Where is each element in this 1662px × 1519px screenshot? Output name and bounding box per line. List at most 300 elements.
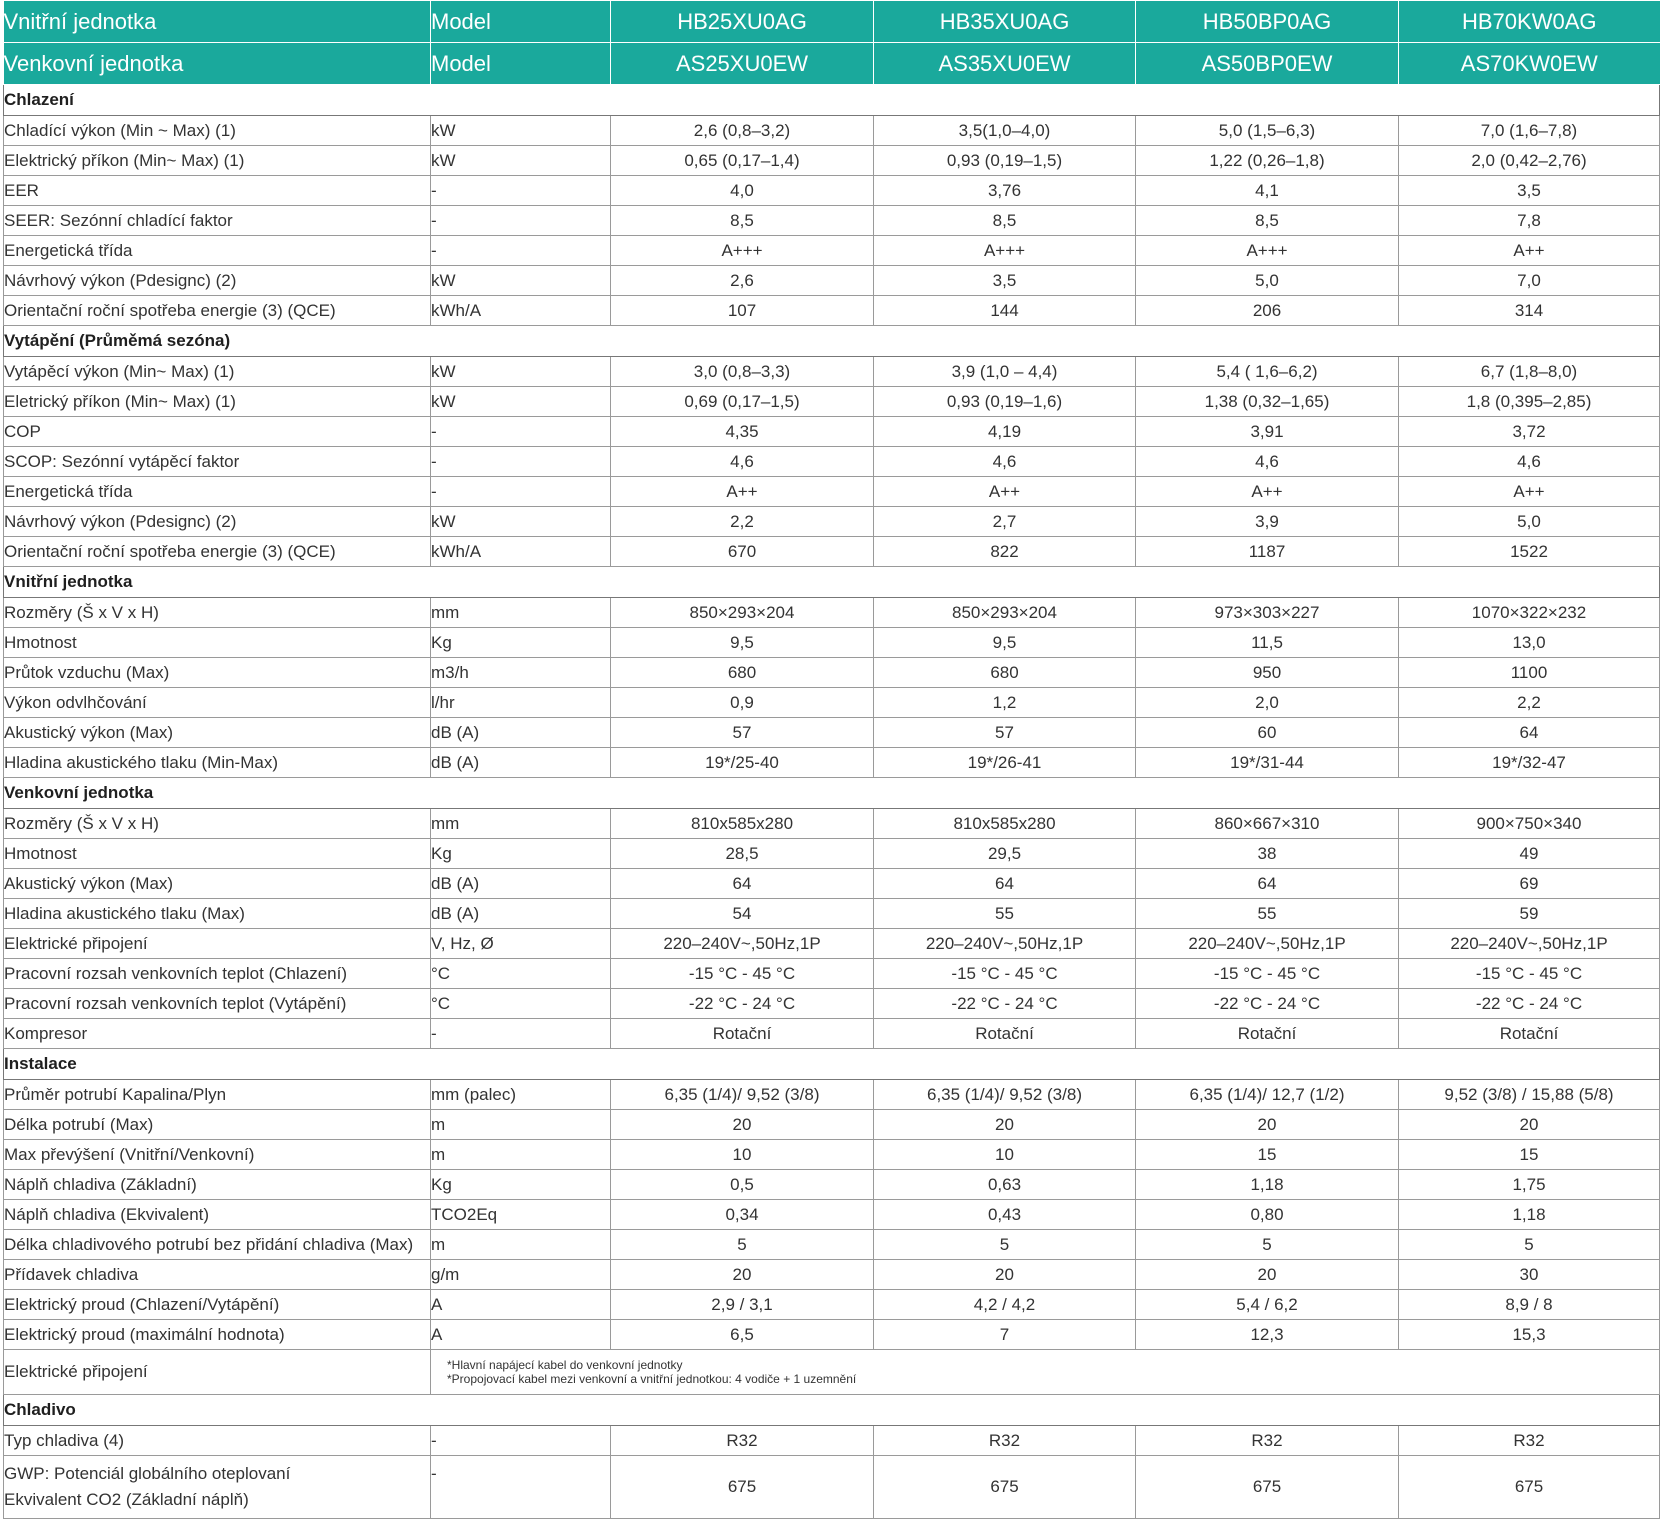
spec-label: EER xyxy=(4,176,431,206)
spec-value: 3,5(1,0–4,0) xyxy=(874,116,1136,146)
spec-value: -22 °C - 24 °C xyxy=(611,989,874,1019)
spec-value: -15 °C - 45 °C xyxy=(874,959,1136,989)
spec-value: 2,2 xyxy=(1399,688,1660,718)
spec-value: -15 °C - 45 °C xyxy=(1399,959,1660,989)
spec-value: 900×750×340 xyxy=(1399,809,1660,839)
spec-label: Hmotnost xyxy=(4,839,431,869)
spec-value: 19*/31-44 xyxy=(1136,748,1399,778)
spec-value: 4,6 xyxy=(1399,447,1660,477)
spec-value: 2,0 xyxy=(1136,688,1399,718)
spec-row xyxy=(4,146,1660,176)
spec-value: 54 xyxy=(611,899,874,929)
spec-value: 55 xyxy=(1136,899,1399,929)
spec-label: Náplň chladiva (Základní) xyxy=(4,1170,431,1200)
spec-value: 6,35 (1/4)/ 12,7 (1/2) xyxy=(1136,1080,1399,1110)
spec-label: Hladina akustického tlaku (Max) xyxy=(4,899,431,929)
spec-value: 0,34 xyxy=(611,1200,874,1230)
spec-value: Rotační xyxy=(1399,1019,1660,1049)
spec-value: 29,5 xyxy=(874,839,1136,869)
section-title: Instalace xyxy=(4,1049,1660,1080)
spec-value: 57 xyxy=(611,718,874,748)
spec-unit: kW xyxy=(431,116,611,146)
spec-unit: - xyxy=(431,206,611,236)
spec-value: R32 xyxy=(611,1426,874,1456)
spec-value: 7,0 xyxy=(1399,266,1660,296)
spec-value: 5,0 (1,5–6,3) xyxy=(1136,116,1399,146)
spec-value: 7,0 (1,6–7,8) xyxy=(1399,116,1660,146)
spec-row xyxy=(4,1260,1660,1290)
spec-unit: kW xyxy=(431,387,611,417)
spec-unit: l/hr xyxy=(431,688,611,718)
spec-row xyxy=(4,658,1660,688)
spec-table xyxy=(3,1,1660,1519)
spec-value: 19*/26-41 xyxy=(874,748,1136,778)
spec-value: 0,80 xyxy=(1136,1200,1399,1230)
spec-value: -15 °C - 45 °C xyxy=(1136,959,1399,989)
spec-label: Typ chladiva (4) xyxy=(4,1426,431,1456)
spec-value: 10 xyxy=(611,1140,874,1170)
spec-row xyxy=(4,537,1660,567)
spec-value: A++ xyxy=(1399,236,1660,266)
spec-value: 2,6 (0,8–3,2) xyxy=(611,116,874,146)
spec-unit: dB (A) xyxy=(431,748,611,778)
spec-label: COP xyxy=(4,417,431,447)
spec-value: 1,18 xyxy=(1399,1200,1660,1230)
spec-unit: m xyxy=(431,1230,611,1260)
spec-value: 2,0 (0,42–2,76) xyxy=(1399,146,1660,176)
spec-value: 20 xyxy=(1136,1260,1399,1290)
header-model-name: AS50BP0EW xyxy=(1136,43,1399,85)
spec-value: 4,1 xyxy=(1136,176,1399,206)
spec-unit: kW xyxy=(431,357,611,387)
spec-value: 11,5 xyxy=(1136,628,1399,658)
spec-value: 0,43 xyxy=(874,1200,1136,1230)
spec-value: 314 xyxy=(1399,296,1660,326)
spec-value: 15 xyxy=(1399,1140,1660,1170)
spec-unit: - xyxy=(431,1456,611,1519)
spec-value: 950 xyxy=(1136,658,1399,688)
spec-label: Návrhový výkon (Pdesignc) (2) xyxy=(4,507,431,537)
spec-table-body xyxy=(4,1,1660,1519)
spec-unit: kWh/A xyxy=(431,537,611,567)
spec-value: 49 xyxy=(1399,839,1660,869)
spec-label: Elektrické připojení xyxy=(4,1350,431,1395)
spec-value: 6,35 (1/4)/ 9,52 (3/8) xyxy=(874,1080,1136,1110)
spec-row xyxy=(4,718,1660,748)
spec-row xyxy=(4,748,1660,778)
spec-label: Průtok vzduchu (Max) xyxy=(4,658,431,688)
spec-row xyxy=(4,507,1660,537)
spec-value: 1,38 (0,32–1,65) xyxy=(1136,387,1399,417)
spec-unit: kW xyxy=(431,507,611,537)
spec-value: 206 xyxy=(1136,296,1399,326)
spec-unit: mm xyxy=(431,598,611,628)
spec-value: 9,52 (3/8) / 15,88 (5/8) xyxy=(1399,1080,1660,1110)
section-header xyxy=(4,1049,1660,1080)
spec-value: 0,63 xyxy=(874,1170,1136,1200)
spec-unit: TCO2Eq xyxy=(431,1200,611,1230)
spec-value: 675 xyxy=(1399,1456,1660,1519)
spec-value: 13,0 xyxy=(1399,628,1660,658)
spec-value: A++ xyxy=(611,477,874,507)
spec-value: 8,5 xyxy=(1136,206,1399,236)
spec-value: -22 °C - 24 °C xyxy=(874,989,1136,1019)
header-model-name: HB50BP0AG xyxy=(1136,1,1399,43)
spec-value: 3,5 xyxy=(874,266,1136,296)
spec-value: 1,18 xyxy=(1136,1170,1399,1200)
spec-unit: m xyxy=(431,1140,611,1170)
spec-value: 2,9 / 3,1 xyxy=(611,1290,874,1320)
spec-label: Hmotnost xyxy=(4,628,431,658)
spec-label: Pracovní rozsah venkovních teplot (Chlazení) xyxy=(4,959,431,989)
section-header xyxy=(4,326,1660,357)
spec-value: 0,93 (0,19–1,6) xyxy=(874,387,1136,417)
spec-label: Průměr potrubí Kapalina/Plyn xyxy=(4,1080,431,1110)
header-model-label: Model xyxy=(431,43,611,85)
spec-value: 2,6 xyxy=(611,266,874,296)
spec-value: 38 xyxy=(1136,839,1399,869)
note-line: *Hlavní napájecí kabel do venkovní jednotky xyxy=(447,1358,683,1372)
electrical-note-row xyxy=(4,1350,1660,1395)
spec-unit: dB (A) xyxy=(431,899,611,929)
spec-value: 1070×322×232 xyxy=(1399,598,1660,628)
spec-value: 810x585x280 xyxy=(611,809,874,839)
spec-value: 0,5 xyxy=(611,1170,874,1200)
spec-value: 8,5 xyxy=(611,206,874,236)
spec-label: Elektrický příkon (Min~ Max) (1) xyxy=(4,146,431,176)
spec-row xyxy=(4,688,1660,718)
spec-unit: - xyxy=(431,1426,611,1456)
spec-unit: dB (A) xyxy=(431,718,611,748)
spec-label: SEER: Sezónní chladící faktor xyxy=(4,206,431,236)
spec-unit: dB (A) xyxy=(431,869,611,899)
spec-label: Eletrický příkon (Min~ Max) (1) xyxy=(4,387,431,417)
spec-unit: - xyxy=(431,417,611,447)
spec-value: 64 xyxy=(1399,718,1660,748)
spec-value: A++ xyxy=(1136,477,1399,507)
spec-label: Chladící výkon (Min ~ Max) (1) xyxy=(4,116,431,146)
spec-label: Hladina akustického tlaku (Min-Max) xyxy=(4,748,431,778)
section-header xyxy=(4,85,1660,116)
spec-value: 20 xyxy=(874,1260,1136,1290)
spec-value: A+++ xyxy=(1136,236,1399,266)
spec-value: 55 xyxy=(874,899,1136,929)
spec-value: 4,6 xyxy=(1136,447,1399,477)
spec-unit: V, Hz, Ø xyxy=(431,929,611,959)
spec-value: 20 xyxy=(1399,1110,1660,1140)
spec-row xyxy=(4,387,1660,417)
spec-value: 8,5 xyxy=(874,206,1136,236)
spec-value: 30 xyxy=(1399,1260,1660,1290)
spec-value: 28,5 xyxy=(611,839,874,869)
spec-unit: kW xyxy=(431,146,611,176)
spec-value: 5 xyxy=(1136,1230,1399,1260)
spec-row xyxy=(4,1230,1660,1260)
spec-value: 4,6 xyxy=(874,447,1136,477)
spec-unit: kW xyxy=(431,266,611,296)
spec-value: A+++ xyxy=(611,236,874,266)
gwp-row xyxy=(4,1456,1660,1519)
spec-value: 64 xyxy=(874,869,1136,899)
spec-label: Elektrické připojení xyxy=(4,929,431,959)
spec-row xyxy=(4,959,1660,989)
spec-unit: m3/h xyxy=(431,658,611,688)
spec-value: 144 xyxy=(874,296,1136,326)
spec-label: Orientační roční spotřeba energie (3) (QCE) xyxy=(4,296,431,326)
spec-value: 850×293×204 xyxy=(874,598,1136,628)
spec-value: 3,9 (1,0 – 4,4) xyxy=(874,357,1136,387)
spec-row xyxy=(4,869,1660,899)
header-model-name: AS25XU0EW xyxy=(611,43,874,85)
spec-value: 3,91 xyxy=(1136,417,1399,447)
spec-value: 680 xyxy=(874,658,1136,688)
spec-unit: mm xyxy=(431,809,611,839)
section-title: Chladivo xyxy=(4,1395,1660,1426)
spec-row xyxy=(4,417,1660,447)
spec-unit: - xyxy=(431,236,611,266)
spec-row xyxy=(4,236,1660,266)
header-unit-label: Vnitřní jednotka xyxy=(4,1,431,43)
spec-unit: Kg xyxy=(431,628,611,658)
spec-unit: kWh/A xyxy=(431,296,611,326)
spec-label: Max převýšení (Vnitřní/Venkovní) xyxy=(4,1140,431,1170)
header-model-name: AS35XU0EW xyxy=(874,43,1136,85)
spec-value: 1,8 (0,395–2,85) xyxy=(1399,387,1660,417)
spec-value: 19*/25-40 xyxy=(611,748,874,778)
spec-value: 4,6 xyxy=(611,447,874,477)
spec-label: Délka chladivového potrubí bez přidání chladiva (Max) xyxy=(4,1230,431,1260)
spec-value: -22 °C - 24 °C xyxy=(1399,989,1660,1019)
spec-value: 57 xyxy=(874,718,1136,748)
section-title: Venkovní jednotka xyxy=(4,778,1660,809)
spec-value: 1,2 xyxy=(874,688,1136,718)
spec-value: 3,5 xyxy=(1399,176,1660,206)
spec-value: 20 xyxy=(611,1260,874,1290)
section-title: Vnitřní jednotka xyxy=(4,567,1660,598)
spec-label: Akustický výkon (Max) xyxy=(4,718,431,748)
spec-label: Délka potrubí (Max) xyxy=(4,1110,431,1140)
spec-value: 220–240V~,50Hz,1P xyxy=(1399,929,1660,959)
spec-row xyxy=(4,1080,1660,1110)
spec-row xyxy=(4,628,1660,658)
spec-value: 4,19 xyxy=(874,417,1136,447)
gwp-label-line: Ekvivalent CO2 (Základní náplň) xyxy=(4,1490,249,1509)
note-line: *Propojovací kabel mezi venkovní a vnitřní jednotkou: 4 vodiče + 1 uzemnění xyxy=(447,1372,857,1386)
spec-value: 4,2 / 4,2 xyxy=(874,1290,1136,1320)
spec-label: Vytápěcí výkon (Min~ Max) (1) xyxy=(4,357,431,387)
header-model-label: Model xyxy=(431,1,611,43)
spec-label: Energetická třída xyxy=(4,477,431,507)
note-cell xyxy=(431,1350,1660,1395)
spec-value: 6,35 (1/4)/ 9,52 (3/8) xyxy=(611,1080,874,1110)
spec-label: Pracovní rozsah venkovních teplot (Vytápění) xyxy=(4,989,431,1019)
spec-label: Kompresor xyxy=(4,1019,431,1049)
spec-value: 59 xyxy=(1399,899,1660,929)
section-header xyxy=(4,567,1660,598)
spec-unit: A xyxy=(431,1290,611,1320)
spec-value: 220–240V~,50Hz,1P xyxy=(611,929,874,959)
spec-value: 0,93 (0,19–1,5) xyxy=(874,146,1136,176)
spec-label: SCOP: Sezónní vytápěcí faktor xyxy=(4,447,431,477)
spec-value: 3,72 xyxy=(1399,417,1660,447)
spec-value: 4,35 xyxy=(611,417,874,447)
spec-unit: - xyxy=(431,176,611,206)
spec-value: 9,5 xyxy=(874,628,1136,658)
header-model-name: AS70KW0EW xyxy=(1399,43,1660,85)
spec-value: 3,0 (0,8–3,3) xyxy=(611,357,874,387)
spec-unit: - xyxy=(431,1019,611,1049)
spec-label: Návrhový výkon (Pdesignc) (2) xyxy=(4,266,431,296)
spec-value: 220–240V~,50Hz,1P xyxy=(874,929,1136,959)
spec-row xyxy=(4,809,1660,839)
spec-value: 0,9 xyxy=(611,688,874,718)
spec-label: Rozměry (Š x V x H) xyxy=(4,809,431,839)
spec-value: 0,65 (0,17–1,4) xyxy=(611,146,874,176)
spec-row xyxy=(4,266,1660,296)
spec-label: Orientační roční spotřeba energie (3) (QCE) xyxy=(4,537,431,567)
spec-value: 15 xyxy=(1136,1140,1399,1170)
spec-value: 5,4 ( 1,6–6,2) xyxy=(1136,357,1399,387)
spec-row xyxy=(4,1426,1660,1456)
spec-row xyxy=(4,1290,1660,1320)
spec-row xyxy=(4,899,1660,929)
spec-value: 8,9 / 8 xyxy=(1399,1290,1660,1320)
gwp-label xyxy=(4,1456,431,1519)
spec-value: 5 xyxy=(874,1230,1136,1260)
spec-value: 5 xyxy=(611,1230,874,1260)
spec-value: 69 xyxy=(1399,869,1660,899)
spec-row xyxy=(4,176,1660,206)
spec-value: 7,8 xyxy=(1399,206,1660,236)
spec-value: 107 xyxy=(611,296,874,326)
spec-value: 1,22 (0,26–1,8) xyxy=(1136,146,1399,176)
spec-unit: m xyxy=(431,1110,611,1140)
spec-value: 220–240V~,50Hz,1P xyxy=(1136,929,1399,959)
spec-unit: Kg xyxy=(431,1170,611,1200)
spec-row xyxy=(4,989,1660,1019)
spec-value: 7 xyxy=(874,1320,1136,1350)
spec-value: A++ xyxy=(1399,477,1660,507)
spec-value: 5 xyxy=(1399,1230,1660,1260)
spec-label: Akustický výkon (Max) xyxy=(4,869,431,899)
spec-row xyxy=(4,839,1660,869)
spec-value: 2,7 xyxy=(874,507,1136,537)
spec-row xyxy=(4,1200,1660,1230)
spec-value: 10 xyxy=(874,1140,1136,1170)
spec-value: 1522 xyxy=(1399,537,1660,567)
spec-row xyxy=(4,447,1660,477)
spec-value: 64 xyxy=(611,869,874,899)
spec-value: 680 xyxy=(611,658,874,688)
section-header xyxy=(4,1395,1660,1426)
header-model-name: HB25XU0AG xyxy=(611,1,874,43)
spec-value: 1,75 xyxy=(1399,1170,1660,1200)
spec-value: 675 xyxy=(611,1456,874,1519)
spec-row xyxy=(4,598,1660,628)
spec-row xyxy=(4,296,1660,326)
spec-value: 5,0 xyxy=(1399,507,1660,537)
spec-unit: °C xyxy=(431,959,611,989)
header-row xyxy=(4,1,1660,43)
spec-value: 4,0 xyxy=(611,176,874,206)
spec-row xyxy=(4,1170,1660,1200)
spec-unit: - xyxy=(431,447,611,477)
spec-value: 850×293×204 xyxy=(611,598,874,628)
spec-label: Elektrický proud (Chlazení/Vytápění) xyxy=(4,1290,431,1320)
spec-value: 1100 xyxy=(1399,658,1660,688)
spec-value: 20 xyxy=(611,1110,874,1140)
spec-value: 60 xyxy=(1136,718,1399,748)
spec-value: 675 xyxy=(1136,1456,1399,1519)
header-model-name: HB35XU0AG xyxy=(874,1,1136,43)
spec-value: 1187 xyxy=(1136,537,1399,567)
spec-label: Náplň chladiva (Ekvivalent) xyxy=(4,1200,431,1230)
spec-label: Přídavek chladiva xyxy=(4,1260,431,1290)
spec-value: Rotační xyxy=(874,1019,1136,1049)
spec-row xyxy=(4,929,1660,959)
header-model-name: HB70KW0AG xyxy=(1399,1,1660,43)
spec-value: A++ xyxy=(874,477,1136,507)
spec-value: 2,2 xyxy=(611,507,874,537)
spec-value: 822 xyxy=(874,537,1136,567)
spec-value: -15 °C - 45 °C xyxy=(611,959,874,989)
spec-value: 0,69 (0,17–1,5) xyxy=(611,387,874,417)
spec-value: 20 xyxy=(874,1110,1136,1140)
spec-value: Rotační xyxy=(611,1019,874,1049)
spec-value: 5,4 / 6,2 xyxy=(1136,1290,1399,1320)
spec-value: Rotační xyxy=(1136,1019,1399,1049)
spec-value: 5,0 xyxy=(1136,266,1399,296)
spec-value: 12,3 xyxy=(1136,1320,1399,1350)
spec-value: 973×303×227 xyxy=(1136,598,1399,628)
spec-value: R32 xyxy=(1136,1426,1399,1456)
spec-value: 6,5 xyxy=(611,1320,874,1350)
spec-value: 810x585x280 xyxy=(874,809,1136,839)
spec-row xyxy=(4,116,1660,146)
section-header xyxy=(4,778,1660,809)
spec-label: Elektrický proud (maximální hodnota) xyxy=(4,1320,431,1350)
spec-value: 3,9 xyxy=(1136,507,1399,537)
spec-row xyxy=(4,1019,1660,1049)
section-title: Chlazení xyxy=(4,85,1660,116)
spec-row xyxy=(4,477,1660,507)
spec-value: 15,3 xyxy=(1399,1320,1660,1350)
spec-label: Rozměry (Š x V x H) xyxy=(4,598,431,628)
spec-value: 670 xyxy=(611,537,874,567)
spec-row xyxy=(4,1320,1660,1350)
spec-value: A+++ xyxy=(874,236,1136,266)
spec-value: 64 xyxy=(1136,869,1399,899)
spec-value: 675 xyxy=(874,1456,1136,1519)
spec-unit: °C xyxy=(431,989,611,1019)
header-unit-label: Venkovní jednotka xyxy=(4,43,431,85)
spec-row xyxy=(4,1140,1660,1170)
spec-row xyxy=(4,357,1660,387)
spec-value: R32 xyxy=(1399,1426,1660,1456)
spec-value: 6,7 (1,8–8,0) xyxy=(1399,357,1660,387)
spec-unit: Kg xyxy=(431,839,611,869)
spec-value: 3,76 xyxy=(874,176,1136,206)
spec-unit: A xyxy=(431,1320,611,1350)
spec-value: 19*/32-47 xyxy=(1399,748,1660,778)
spec-unit: - xyxy=(431,477,611,507)
header-row xyxy=(4,43,1660,85)
spec-label: Energetická třída xyxy=(4,236,431,266)
spec-row xyxy=(4,206,1660,236)
spec-row xyxy=(4,1110,1660,1140)
spec-value: -22 °C - 24 °C xyxy=(1136,989,1399,1019)
spec-value: R32 xyxy=(874,1426,1136,1456)
